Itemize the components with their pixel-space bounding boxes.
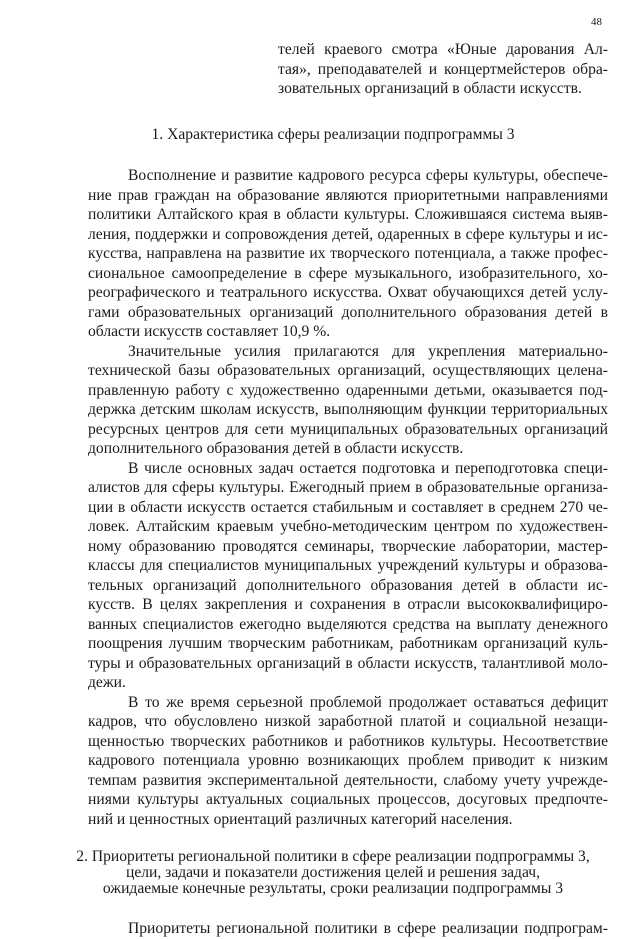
text-line: дополнительного образования детей в области искусств. (88, 440, 464, 457)
heading-line: цели, задачи и показатели достижения целей и решения задач, (125, 864, 541, 881)
text-line: алистов для сферы культуры. Ежегодный прием в образовательные организа- (88, 479, 608, 496)
text-line: кусства, направлена на развитие их творческого потенциала, а также профес- (88, 245, 608, 262)
text-line: ванных специалистов ежегодно выделяются средства на выплату денежного (88, 615, 608, 633)
text-line: ресурсных центров для сети муниципальных образовательных организаций (88, 420, 608, 438)
text-line: Восполнение и развитие кадрового ресурса сферы культуры, обеспече- (128, 167, 608, 184)
page-number: 48 (591, 16, 602, 28)
text-line: ному образованию проводятся семинары, творческие лаборатории, мастер- (88, 537, 608, 555)
paragraph-1 (88, 166, 608, 342)
text-line: ции в области искусств остается стабильным и составляет в среднем 270 че- (88, 498, 608, 516)
heading-line: 2. Приоритеты региональной политики в сфере реализации подпрограммы 3, (76, 848, 590, 865)
section-heading-1: 1. Характеристика сферы реализации подпрограммы 3 (151, 125, 515, 143)
text-line: кадрового потенциала уровню возникающих проблем приводит к низким (88, 752, 608, 769)
intro-paragraph (278, 40, 608, 99)
text-line: правленную работу с художественно одаренными детьми, оказывается под- (88, 381, 608, 399)
text-line: технической базы образовательных организаций, осуществляющих целена- (88, 362, 608, 379)
text-line: щенностью творческих работников и работников культуры. Несоответствие (88, 732, 608, 750)
page-content (76, 40, 608, 939)
text-line: классы для специалистов муниципальных учреждений культуры и образова- (88, 557, 608, 574)
text-line: гами образовательных организаций дополнительного образования детей в (88, 303, 608, 321)
paragraph-3 (88, 459, 608, 693)
paragraph-4 (88, 693, 608, 830)
text-line: тая», преподавателей и концертмейстеров обра- (278, 60, 608, 78)
text-line: туры и образовательных организаций в области искусств, талантливой моло- (88, 654, 608, 672)
text-line: В числе основных задач остается подготовка и переподготовка специ- (128, 459, 608, 477)
text-line: тельных организаций дополнительного образования детей в области ис- (88, 576, 608, 594)
text-line: реографического и театрального искусства. Охват обучающихся детей услу- (88, 284, 608, 301)
text-line: ления, поддержки и сопровождения детей, одаренных в сфере культуры и ис- (88, 225, 608, 243)
text-line: Приоритеты региональной политики в сфере реализации подпрограм- (128, 920, 608, 937)
text-line: Значительные усилия прилагаются для укрепления материально- (128, 342, 608, 360)
text-line: политики Алтайского края в области культуры. Сложившаяся система выяв- (88, 206, 608, 223)
text-line: зовательных организаций в области искусств. (278, 80, 582, 97)
text-line: кусств. В целях закрепления и сохранения в отрасли высококвалифициро- (88, 596, 608, 613)
text-line: области искусств составляет 10,9 %. (88, 323, 331, 340)
paragraph-2 (88, 342, 608, 459)
text-line: В то же время серьезной проблемой продолжает оставаться дефицит (128, 693, 608, 711)
text-line: сиональное самоопределение в сфере музыкального, изобразительного, хо- (88, 264, 608, 282)
heading-line: ожидаемые конечные результаты, сроки реализации подпрограммы 3 (102, 880, 564, 897)
text-line: ниями культуры актуальных социальных процессов, досуговых предпочте- (88, 791, 608, 808)
text-line: ний и ценностных ориентаций различных категорий населения. (88, 810, 513, 828)
closing-paragraph (88, 919, 608, 939)
text-line: темпам развития экспериментальной деятельности, слабому учету учрежде- (88, 771, 608, 789)
text-line: кадров, что обусловлено низкой заработной платой и социальной незащи- (88, 713, 608, 730)
text-line: держка детским школам искусств, выполняющим функции территориальных (88, 401, 608, 418)
text-line: ние прав граждан на образование являются приоритетными направлениями (88, 186, 608, 204)
section-heading-2 (58, 849, 608, 897)
text-line: поощрения лучшим творческим работникам, работникам организаций куль- (88, 635, 608, 652)
text-line: дежи. (88, 674, 126, 691)
text-line: телей краевого смотра «Юные дарования Ал- (278, 41, 608, 58)
text-line: ловек. Алтайским краевым учебно-методическим центром по художествен- (88, 518, 608, 535)
